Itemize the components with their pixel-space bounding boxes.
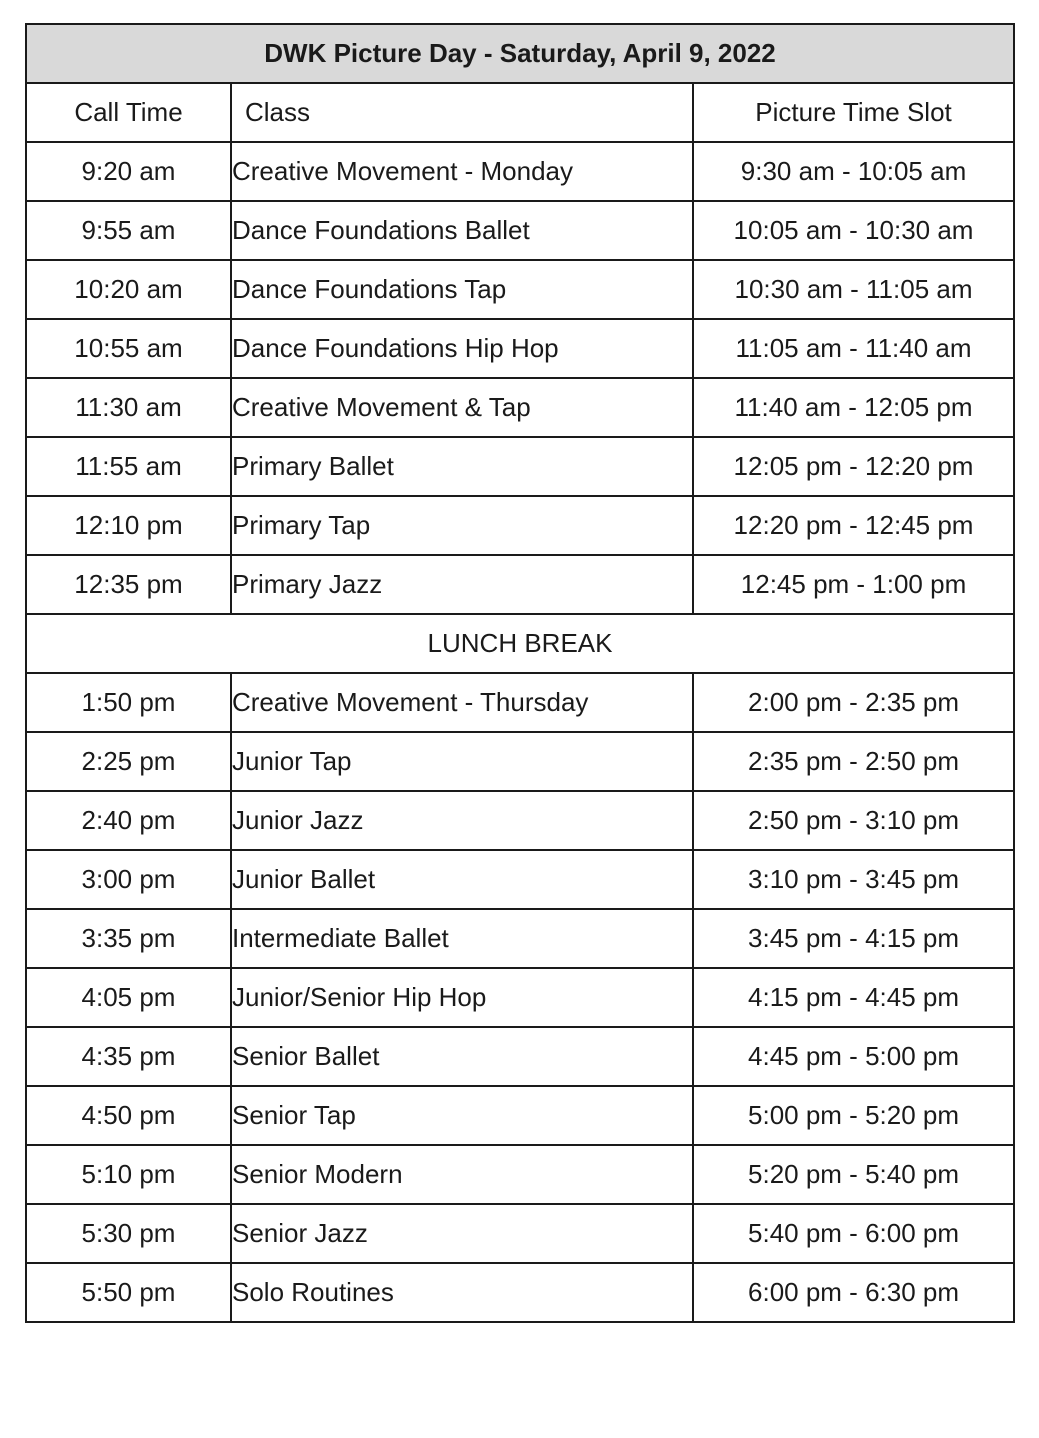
call-time-cell: 5:30 pm bbox=[26, 1204, 231, 1263]
table-row bbox=[26, 142, 1014, 201]
time-slot-cell: 12:20 pm - 12:45 pm bbox=[693, 496, 1014, 555]
header-picture-time-slot: Picture Time Slot bbox=[693, 83, 1014, 142]
lunch-break-label: LUNCH BREAK bbox=[26, 614, 1014, 673]
call-time-cell: 11:55 am bbox=[26, 437, 231, 496]
call-time-cell: 10:55 am bbox=[26, 319, 231, 378]
class-cell: Dance Foundations Hip Hop bbox=[231, 319, 693, 378]
time-slot-cell: 5:40 pm - 6:00 pm bbox=[693, 1204, 1014, 1263]
call-time-cell: 4:05 pm bbox=[26, 968, 231, 1027]
table-row bbox=[26, 201, 1014, 260]
class-cell: Junior Jazz bbox=[231, 791, 693, 850]
class-cell: Primary Jazz bbox=[231, 555, 693, 614]
table-row bbox=[26, 496, 1014, 555]
class-cell: Dance Foundations Tap bbox=[231, 260, 693, 319]
time-slot-cell: 12:45 pm - 1:00 pm bbox=[693, 555, 1014, 614]
table-row bbox=[26, 555, 1014, 614]
call-time-cell: 3:35 pm bbox=[26, 909, 231, 968]
header-row bbox=[26, 83, 1014, 142]
class-cell: Creative Movement & Tap bbox=[231, 378, 693, 437]
table-row bbox=[26, 909, 1014, 968]
header-call-time: Call Time bbox=[26, 83, 231, 142]
call-time-cell: 1:50 pm bbox=[26, 673, 231, 732]
table-row bbox=[26, 1263, 1014, 1322]
table-row bbox=[26, 437, 1014, 496]
table-row bbox=[26, 673, 1014, 732]
call-time-cell: 10:20 am bbox=[26, 260, 231, 319]
time-slot-cell: 3:45 pm - 4:15 pm bbox=[693, 909, 1014, 968]
time-slot-cell: 4:15 pm - 4:45 pm bbox=[693, 968, 1014, 1027]
class-cell: Primary Ballet bbox=[231, 437, 693, 496]
class-cell: Intermediate Ballet bbox=[231, 909, 693, 968]
class-cell: Creative Movement - Monday bbox=[231, 142, 693, 201]
time-slot-cell: 12:05 pm - 12:20 pm bbox=[693, 437, 1014, 496]
call-time-cell: 9:20 am bbox=[26, 142, 231, 201]
call-time-cell: 4:35 pm bbox=[26, 1027, 231, 1086]
class-cell: Junior Tap bbox=[231, 732, 693, 791]
time-slot-cell: 2:50 pm - 3:10 pm bbox=[693, 791, 1014, 850]
table-row bbox=[26, 850, 1014, 909]
class-cell: Creative Movement - Thursday bbox=[231, 673, 693, 732]
class-cell: Primary Tap bbox=[231, 496, 693, 555]
class-cell: Senior Modern bbox=[231, 1145, 693, 1204]
class-cell: Senior Tap bbox=[231, 1086, 693, 1145]
time-slot-cell: 5:20 pm - 5:40 pm bbox=[693, 1145, 1014, 1204]
time-slot-cell: 10:30 am - 11:05 am bbox=[693, 260, 1014, 319]
table-row bbox=[26, 791, 1014, 850]
call-time-cell: 3:00 pm bbox=[26, 850, 231, 909]
call-time-cell: 2:25 pm bbox=[26, 732, 231, 791]
time-slot-cell: 10:05 am - 10:30 am bbox=[693, 201, 1014, 260]
class-cell: Junior Ballet bbox=[231, 850, 693, 909]
time-slot-cell: 6:00 pm - 6:30 pm bbox=[693, 1263, 1014, 1322]
table-row bbox=[26, 1027, 1014, 1086]
table-row bbox=[26, 319, 1014, 378]
time-slot-cell: 11:05 am - 11:40 am bbox=[693, 319, 1014, 378]
time-slot-cell: 2:35 pm - 2:50 pm bbox=[693, 732, 1014, 791]
time-slot-cell: 5:00 pm - 5:20 pm bbox=[693, 1086, 1014, 1145]
table-row bbox=[26, 378, 1014, 437]
class-cell: Junior/Senior Hip Hop bbox=[231, 968, 693, 1027]
title-row bbox=[26, 24, 1014, 83]
class-cell: Dance Foundations Ballet bbox=[231, 201, 693, 260]
class-cell: Senior Ballet bbox=[231, 1027, 693, 1086]
table-row bbox=[26, 260, 1014, 319]
call-time-cell: 4:50 pm bbox=[26, 1086, 231, 1145]
lunch-break-row bbox=[26, 614, 1014, 673]
call-time-cell: 12:10 pm bbox=[26, 496, 231, 555]
time-slot-cell: 9:30 am - 10:05 am bbox=[693, 142, 1014, 201]
class-cell: Senior Jazz bbox=[231, 1204, 693, 1263]
table-row bbox=[26, 732, 1014, 791]
time-slot-cell: 11:40 am - 12:05 pm bbox=[693, 378, 1014, 437]
header-class: Class bbox=[231, 83, 693, 142]
table-row bbox=[26, 1086, 1014, 1145]
call-time-cell: 2:40 pm bbox=[26, 791, 231, 850]
table-row bbox=[26, 1204, 1014, 1263]
table-row bbox=[26, 968, 1014, 1027]
schedule-title: DWK Picture Day - Saturday, April 9, 2022 bbox=[26, 24, 1014, 83]
table-row bbox=[26, 1145, 1014, 1204]
time-slot-cell: 4:45 pm - 5:00 pm bbox=[693, 1027, 1014, 1086]
time-slot-cell: 2:00 pm - 2:35 pm bbox=[693, 673, 1014, 732]
class-cell: Solo Routines bbox=[231, 1263, 693, 1322]
call-time-cell: 12:35 pm bbox=[26, 555, 231, 614]
call-time-cell: 11:30 am bbox=[26, 378, 231, 437]
call-time-cell: 5:10 pm bbox=[26, 1145, 231, 1204]
time-slot-cell: 3:10 pm - 3:45 pm bbox=[693, 850, 1014, 909]
call-time-cell: 9:55 am bbox=[26, 201, 231, 260]
schedule-table bbox=[25, 23, 1015, 1323]
call-time-cell: 5:50 pm bbox=[26, 1263, 231, 1322]
